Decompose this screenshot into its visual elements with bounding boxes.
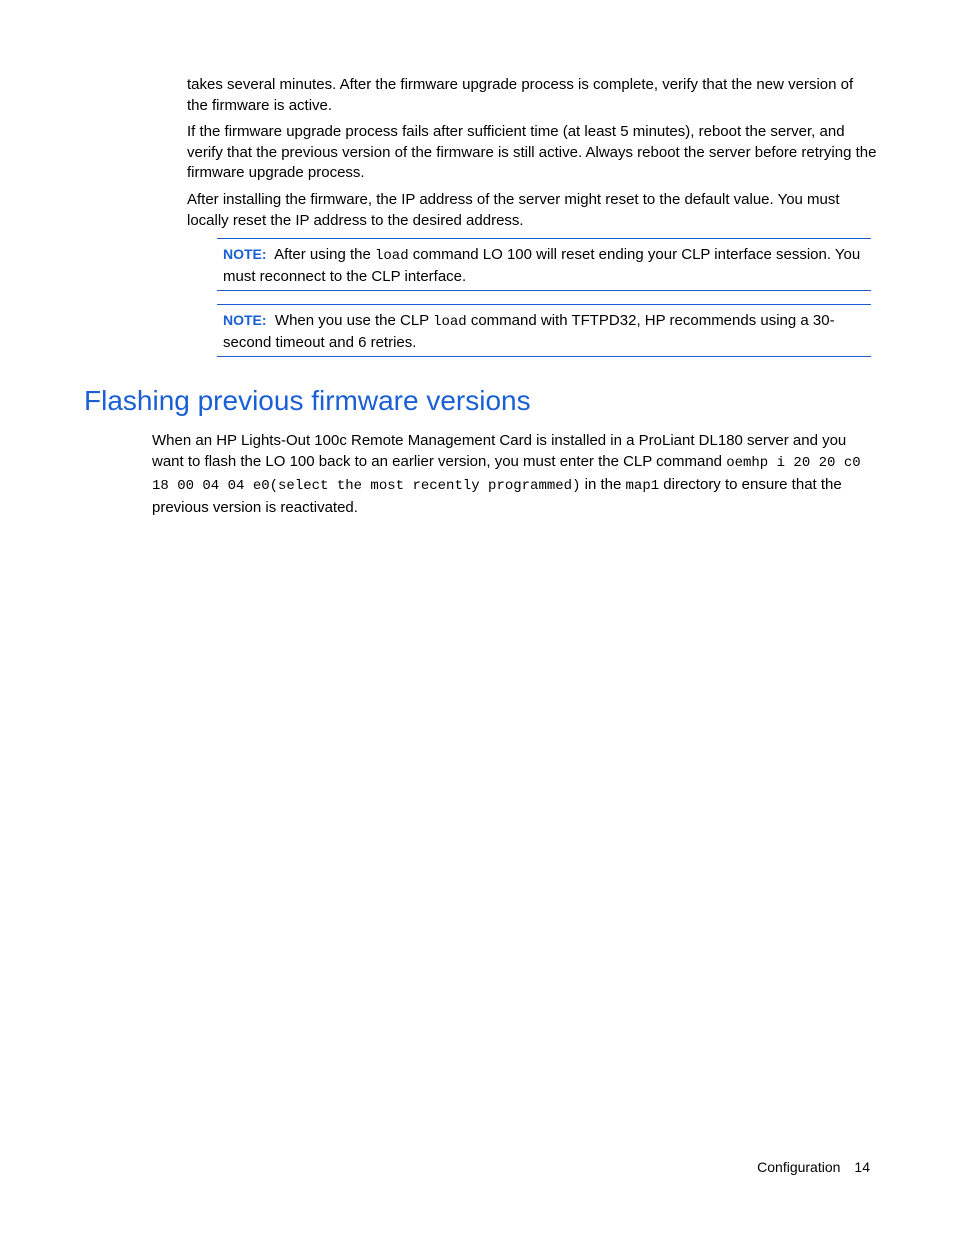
footer-section-name: Configuration [757,1159,841,1175]
note-box-tftpd32 [217,304,871,357]
note-text-after: command LO 100 will reset ending your CLP interface session. You must reconnect to the CLP interface. [223,246,861,285]
paragraph-firmware-upgrade-complete: takes several minutes. After the firmware upgrade process is complete, verify that the new version of the firmware is active. [187,76,854,114]
note-label: NOTE: [223,246,267,262]
page-footer [757,1158,870,1176]
section-code-map1: map1 [625,478,660,494]
paragraph-flashing-previous [152,430,864,518]
note-text-before: After using the [274,246,375,263]
note-text-before: When you use the CLP [274,312,434,329]
footer-page-number: 14 [854,1159,870,1175]
paragraph-ip-address-reset: After installing the firmware, the IP address of the server might reset to the default value. You must locally reset the IP address to the desired address. [187,191,840,229]
section-text-2: in the [580,476,626,493]
section-code-command: oemhp i 20 20 c0 18 00 04 04 e0(select the most recently programmed) [152,455,861,494]
note-label: NOTE: [223,312,267,328]
note-code: load [433,314,467,330]
paragraph-firmware-upgrade-fails: If the firmware upgrade process fails after sufficient time (at least 5 minutes), reboot the server, and verify that the previous version of the firmware is still active. Always reboot the server before retrying the firmware upgrade process. [187,123,877,181]
note-text-after: command with TFTPD32, HP recommends using a 30-second timeout and 6 retries. [223,312,835,351]
section-text-3: directory to ensure that the previous version is reactivated. [152,476,842,516]
note-box-load-command [217,238,871,291]
section-text-1: When an HP Lights-Out 100c Remote Management Card is installed in a ProLiant DL180 server and you want to flash the LO 100 back to an earlier version, you must enter the CLP command [152,432,847,470]
note-code: load [374,248,409,264]
section-heading: Flashing previous firmware versions [84,385,531,416]
